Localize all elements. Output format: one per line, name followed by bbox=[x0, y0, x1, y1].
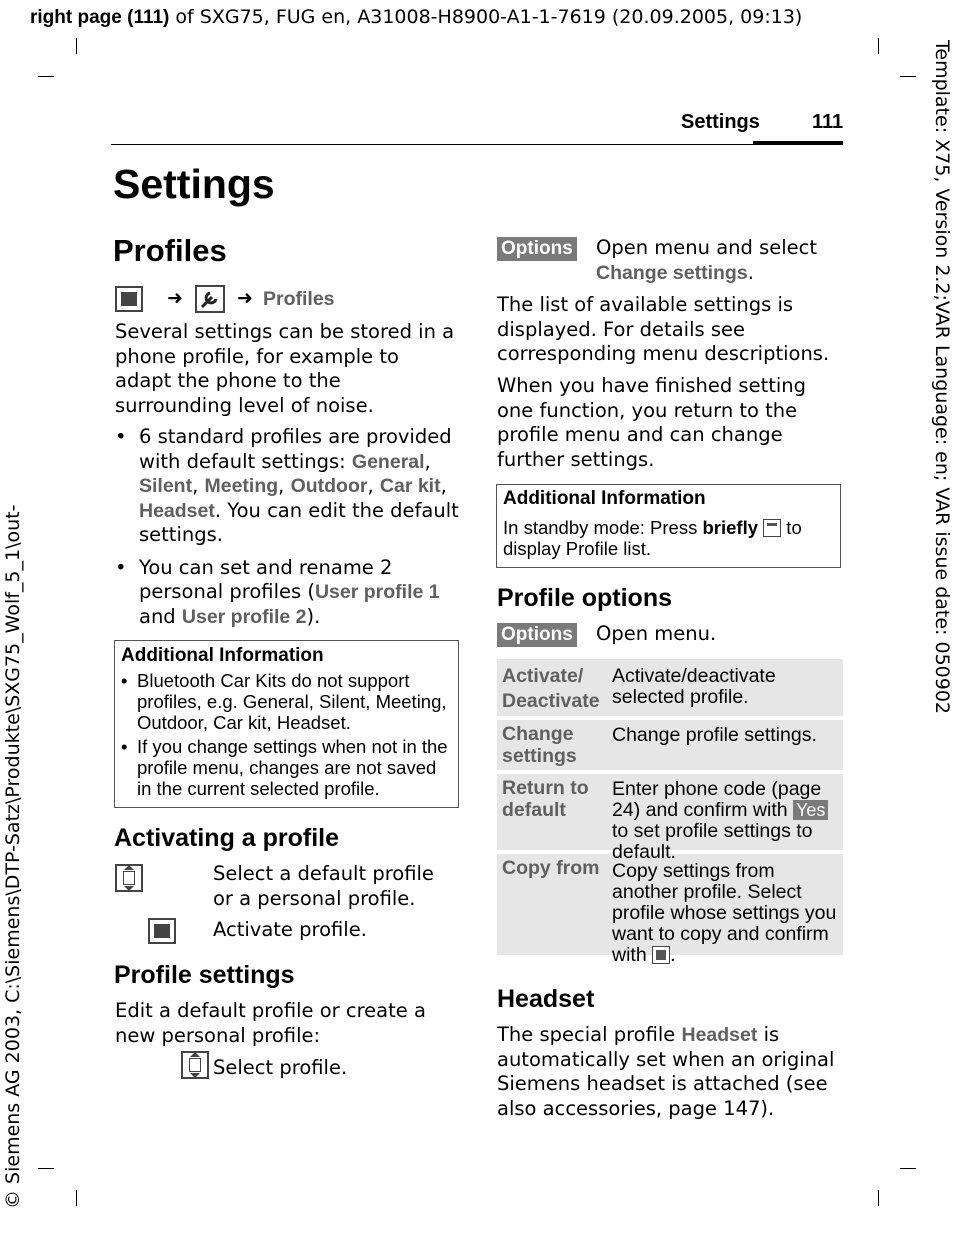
info-item: • If you change settings when not in the profile menu, changes are not saved in the current selected profile. bbox=[121, 736, 452, 799]
profiles-bullets bbox=[115, 425, 460, 629]
side-text-left-wrap bbox=[2, 504, 32, 1215]
print-line bbox=[30, 6, 802, 29]
options-softkey: Options bbox=[497, 623, 577, 647]
profile-name: General bbox=[351, 450, 425, 473]
info-box-list bbox=[121, 670, 452, 799]
side-text-right-wrap bbox=[923, 40, 953, 740]
options-softkey: Options bbox=[497, 237, 577, 261]
page-number: 111 bbox=[812, 111, 844, 133]
crop-mark bbox=[76, 38, 77, 54]
profile-name: Headset bbox=[139, 499, 215, 522]
nav-path-label: Profiles bbox=[263, 288, 335, 310]
print-line-bold: right page (111) bbox=[30, 7, 170, 28]
option-desc-return-default: Enter phone code (page 24) and confirm with Yes to set profile settings to default. bbox=[612, 779, 842, 863]
running-header-section: Settings bbox=[681, 111, 760, 133]
option-name-change-settings: Change settings bbox=[502, 723, 577, 767]
info-box-title: Additional Information bbox=[121, 645, 324, 666]
profile-name: Headset bbox=[681, 1024, 758, 1046]
nav-path bbox=[115, 285, 465, 313]
softkey-icon bbox=[763, 519, 781, 537]
yes-softkey: Yes bbox=[793, 800, 828, 820]
crop-mark bbox=[38, 76, 54, 77]
side-text-left: © Siemens AG 2003, C:\Siemens\DTP-Satz\Produkte\SXG75_Wolf_5_1\out- bbox=[2, 504, 24, 1209]
profile-settings-step-select: Select profile. bbox=[213, 1056, 348, 1079]
profiles-intro: Several settings can be stored in a phone profile, for example to adapt the phone to the surrounding level of noise. bbox=[115, 320, 455, 417]
crop-mark bbox=[900, 1168, 916, 1169]
menu-key-icon bbox=[115, 286, 143, 312]
profile-name: Meeting bbox=[204, 475, 279, 497]
profile-name: Outdoor bbox=[290, 475, 368, 497]
arrow-right-icon: ➜ bbox=[167, 287, 183, 309]
header-rule-thick bbox=[753, 141, 843, 145]
bullet-personal-profiles: • You can set and rename 2 personal profiles (User profile 1 and User profile 2). bbox=[115, 556, 460, 630]
profile-name: User profile 1 bbox=[314, 581, 440, 603]
headset-text: The special profile Headset is automatically set when an original Siemens headset is attached (see also accessories, page 147). bbox=[497, 1023, 835, 1120]
info-box-text: In standby mode: Press briefly to display Profile list. bbox=[503, 517, 802, 559]
wrench-icon bbox=[195, 285, 225, 313]
profile-name: Car kit bbox=[379, 475, 441, 497]
info-item: • Bluetooth Car Kits do not support profiles, e.g. General, Silent, Meeting, Outdoor, Car kit, Headset. bbox=[121, 670, 452, 733]
option-name-copy-from: Copy from bbox=[502, 857, 600, 879]
arrow-right-icon: ➜ bbox=[237, 287, 253, 309]
profile-settings-heading: Profile settings bbox=[114, 961, 295, 989]
crop-mark bbox=[878, 1190, 879, 1206]
options-step: Open menu and select Change settings. bbox=[596, 236, 818, 284]
option-name-activate: Activate/ Deactivate bbox=[502, 665, 600, 712]
crop-mark bbox=[38, 1168, 54, 1169]
open-menu-text: Open menu. bbox=[596, 622, 717, 645]
option-name-return-default: Return to default bbox=[502, 777, 589, 821]
page-title: Settings bbox=[113, 161, 275, 207]
info-box-title: Additional Information bbox=[503, 488, 706, 509]
navigation-key-icon bbox=[115, 864, 143, 892]
print-line-rest: of SXG75, FUG en, A31008-H8900-A1-1-7619 (20.09.2005, 09:13) bbox=[169, 6, 803, 28]
menu-key-icon bbox=[148, 918, 176, 944]
side-text-right: Template: X75, Version 2.2;VAR Language: en; VAR issue date: 050902 bbox=[931, 40, 953, 715]
profile-name: User profile 2 bbox=[181, 605, 307, 628]
menu-item-change-settings: Change settings bbox=[596, 261, 748, 284]
activating-step-activate: Activate profile. bbox=[213, 918, 367, 941]
crop-mark bbox=[878, 38, 879, 54]
activating-heading: Activating a profile bbox=[114, 824, 340, 852]
navigation-key-icon bbox=[181, 1051, 209, 1079]
bullet-standard-profiles: • 6 standard profiles are provided with default settings: General, Silent, Meeting, Outdoor, Car kit, Headset. You can edit the default settings. bbox=[115, 425, 460, 548]
profile-options-heading: Profile options bbox=[497, 584, 672, 612]
profiles-heading: Profiles bbox=[113, 233, 227, 268]
option-desc-activate: Activate/deactivate selected profile. bbox=[612, 665, 776, 708]
settings-list-para: The list of available settings is displayed. For details see corresponding menu descriptions. bbox=[497, 293, 830, 365]
option-desc-copy-from: Copy settings from another profile. Select profile whose settings you want to copy and confirm with . bbox=[612, 860, 837, 966]
crop-mark bbox=[76, 1190, 77, 1206]
header-rule bbox=[111, 144, 843, 145]
finished-setting-para: When you have finished setting one function, you return to the profile menu and can change further settings. bbox=[497, 374, 807, 471]
info-box-profiles bbox=[114, 640, 459, 808]
crop-mark bbox=[900, 76, 916, 77]
info-box-standby bbox=[496, 484, 841, 568]
profile-name: Silent bbox=[139, 475, 193, 497]
menu-key-icon bbox=[652, 946, 670, 964]
option-desc-change-settings: Change profile settings. bbox=[612, 724, 817, 746]
headset-heading: Headset bbox=[497, 985, 595, 1013]
profile-settings-intro: Edit a default profile or create a new personal profile: bbox=[115, 999, 426, 1047]
activating-step-select: Select a default profile or a personal profile. bbox=[213, 862, 434, 910]
